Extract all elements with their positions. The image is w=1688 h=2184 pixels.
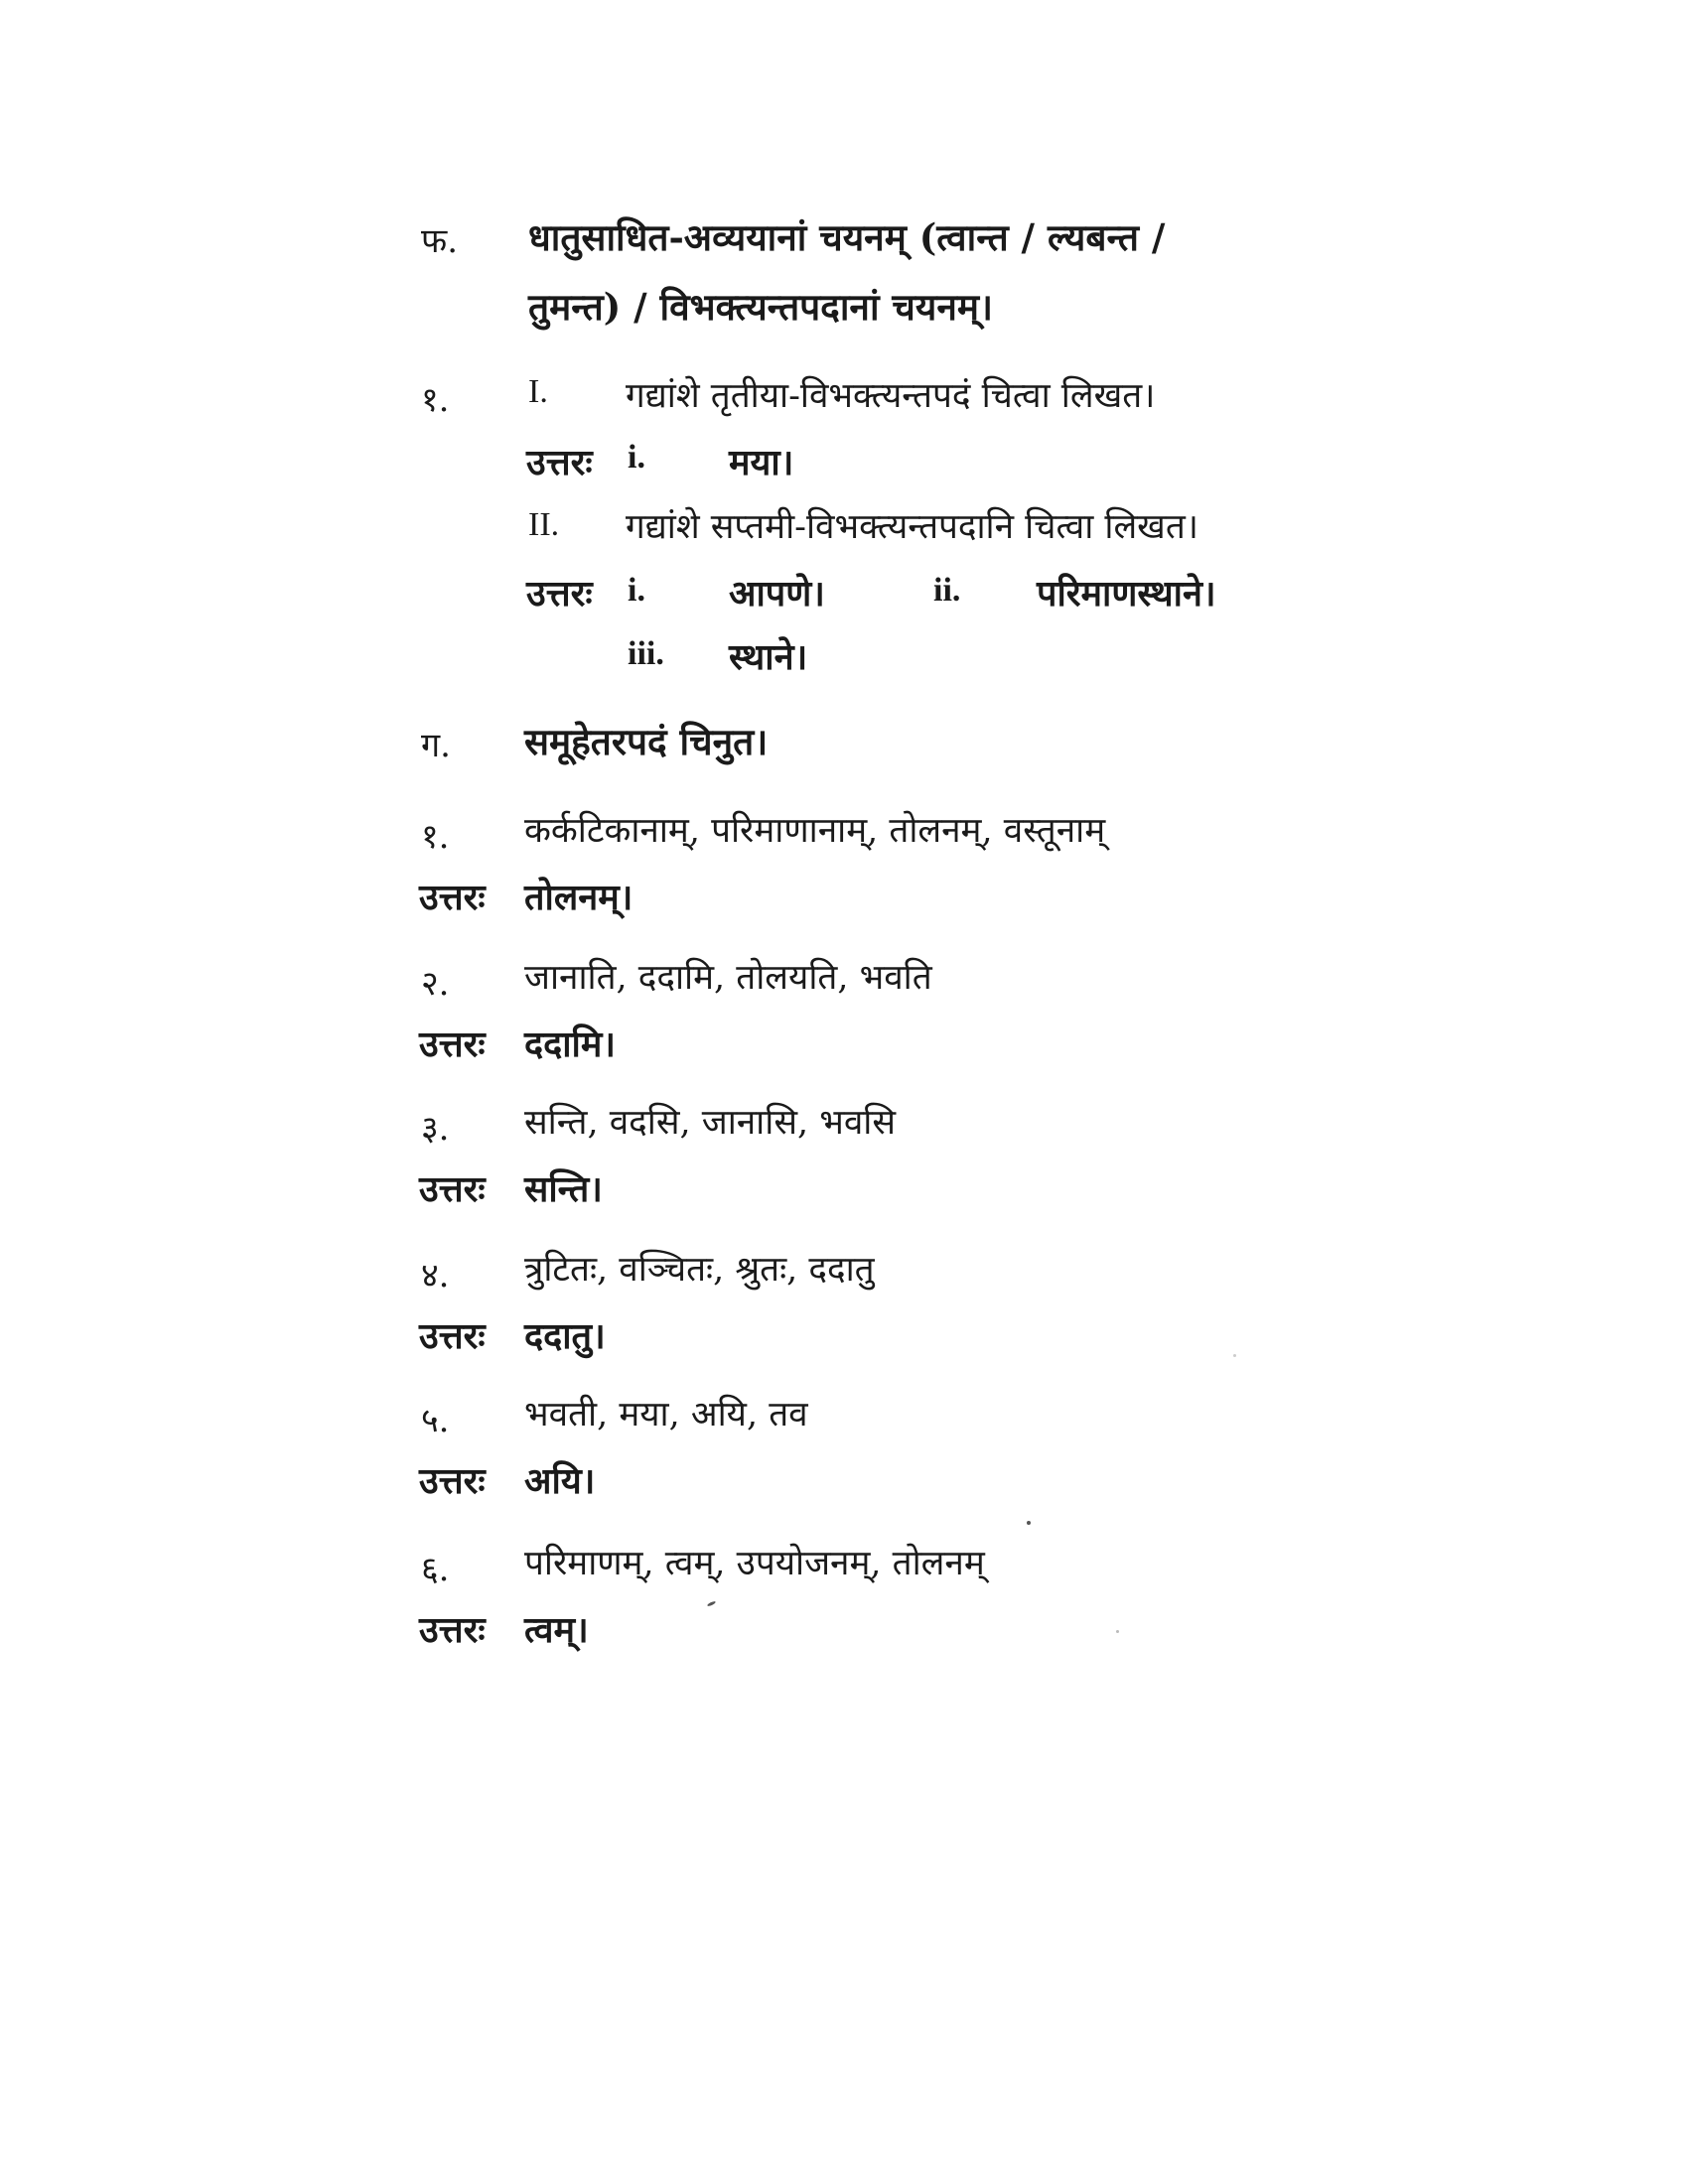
item-number: ४.: [421, 1256, 450, 1296]
item-options: परिमाणम्, त्वम्, उपयोजनम्, तोलनम्: [524, 1544, 985, 1583]
scan-speck: [1116, 1630, 1119, 1633]
answer-index: i.: [628, 439, 645, 476]
answer-label: उत्तरः: [419, 1460, 486, 1502]
item-options: कर्कटिकानाम्, परिमाणानाम्, तोलनम्, वस्तूनाम्: [524, 811, 1106, 851]
answer-label: उत्तरः: [526, 442, 593, 483]
section-f-heading-line2: तुमन्त) / विभक्त्यन्तपदानां चयनम्।: [528, 285, 994, 329]
scan-speck: [707, 1600, 716, 1607]
section-f-marker: फ.: [421, 221, 459, 261]
answer-index: ii.: [933, 572, 961, 609]
item-number: ५.: [421, 1401, 450, 1440]
part-question: गद्यांशे तृतीया-विभक्त्यन्तपदं चित्वा लिखत।: [626, 376, 1156, 416]
section-f-heading-line1: धातुसाधित-अव्ययानां चयनम् (त्वान्त / ल्यबन्त /: [528, 215, 1166, 259]
section-g-marker: ग.: [421, 726, 451, 765]
item-answer: तोलनम्।: [524, 877, 633, 918]
answer-label: उत्तरः: [419, 1168, 486, 1210]
answer-index: iii.: [628, 635, 664, 672]
item-answer: त्वम्।: [524, 1609, 589, 1651]
answer-label: उत्तरः: [526, 573, 593, 614]
part-question: गद्यांशे सप्तमी-विभक्त्यन्तपदानि चित्वा लिखत।: [626, 507, 1199, 547]
item-number: ६.: [421, 1550, 450, 1589]
item-options: जानाति, ददामि, तोलयति, भवति: [524, 958, 932, 998]
item-options: सन्ति, वदसि, जानासि, भवसि: [524, 1103, 897, 1143]
scan-speck: [1027, 1521, 1031, 1525]
item-options: भवती, मया, अयि, तव: [524, 1395, 808, 1434]
section-g-heading: समूहेतरपदं चिनुत।: [524, 720, 769, 763]
question-number: १.: [421, 380, 450, 420]
item-answer: ददामि।: [524, 1024, 617, 1065]
item-number: ३.: [421, 1109, 450, 1149]
scan-speck: [1233, 1354, 1236, 1357]
answer-label: उत्तरः: [419, 877, 486, 918]
answer-text: आपणे।: [729, 573, 825, 614]
answer-label: उत्तरः: [419, 1609, 486, 1651]
item-number: १.: [421, 817, 450, 857]
answer-text: परिमाणस्थाने।: [1037, 573, 1216, 614]
answer-text: मया।: [729, 442, 794, 483]
item-options: त्रुटितः, वञ्चितः, श्रुतः, ददातु: [524, 1250, 875, 1290]
answer-index: i.: [628, 572, 645, 609]
answer-text: स्थाने।: [729, 636, 808, 678]
answer-label: उत्तरः: [419, 1315, 486, 1357]
item-number: २.: [421, 964, 450, 1004]
item-answer: ददातु।: [524, 1315, 606, 1357]
part-roman-numeral: II.: [528, 506, 560, 543]
item-answer: अयि।: [524, 1460, 596, 1502]
part-roman-numeral: I.: [528, 373, 548, 410]
answer-label: उत्तरः: [419, 1024, 486, 1065]
item-answer: सन्ति।: [524, 1168, 603, 1210]
